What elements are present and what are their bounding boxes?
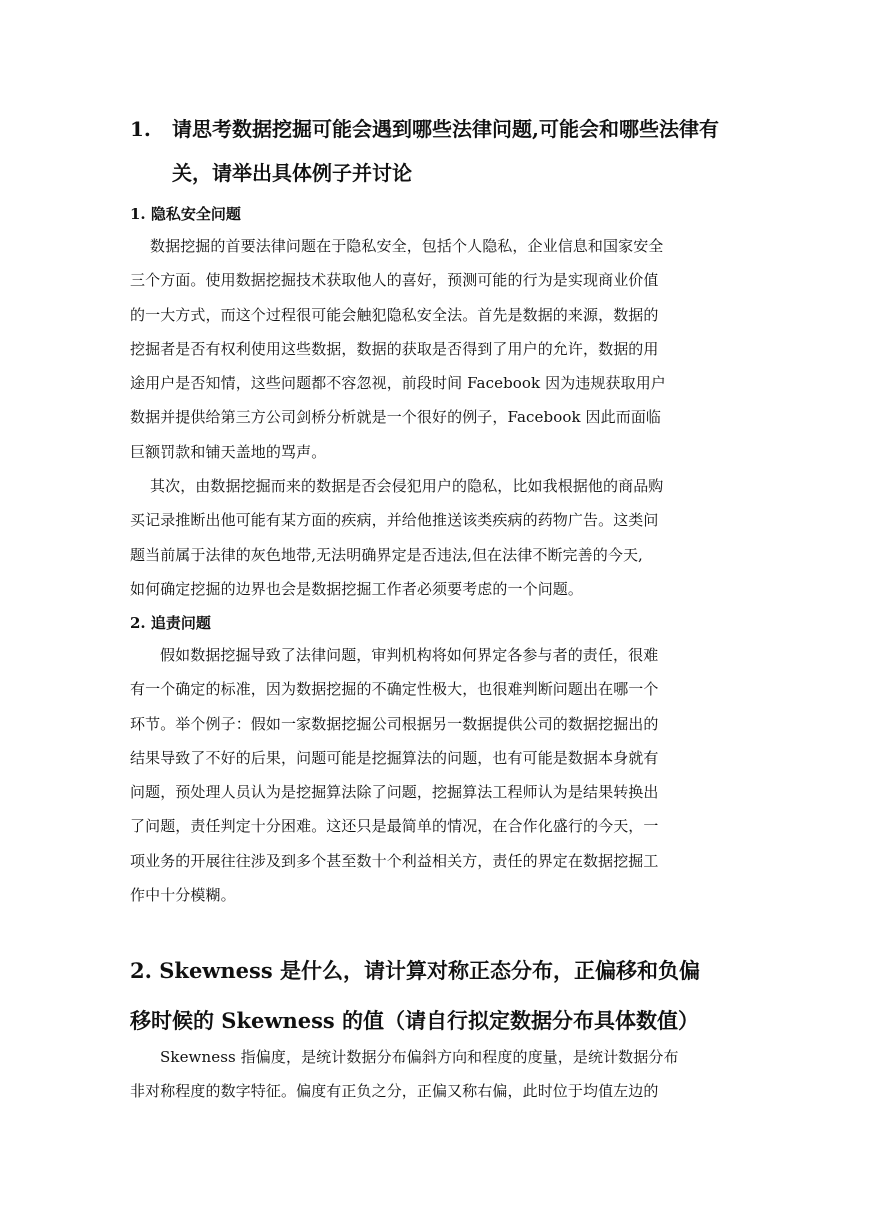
paragraph-line: 的一大方式，而这个过程很可能会触犯隐私安全法。首先是数据的来源，数据的 <box>130 305 659 324</box>
question-2-title-line-1: 2. Skewness 是什么，请计算对称正态分布，正偏移和负偏 <box>130 958 700 983</box>
paragraph-line: 三个方面。使用数据挖掘技术获取他人的喜好，预测可能的行为是实现商业价值 <box>130 271 659 290</box>
paragraph-line: 途用户是否知情，这些问题都不容忽视，前段时间 Facebook 因为违规获取用户 <box>130 374 666 393</box>
paragraph-line: 挖掘者是否有权利使用这些数据，数据的获取是否得到了用户的允许，数据的用 <box>130 339 659 358</box>
paragraph-line: 假如数据挖掘导致了法律问题，审判机构将如何界定各参与者的责任，很难 <box>160 646 659 664</box>
paragraph-line: 数据并提供给第三方公司剑桥分析就是一个很好的例子，Facebook 因此而面临 <box>130 408 662 427</box>
paragraph-line: 问题，预处理人员认为是挖掘算法除了问题，挖掘算法工程师认为是结果转换出 <box>130 783 659 802</box>
paragraph-line: Skewness 指偏度，是统计数据分布偏斜方向和程度的度量，是统计数据分布 <box>160 1048 679 1066</box>
paragraph-line: 买记录推断出他可能有某方面的疾病，并给他推送该类疾病的药物广告。这类问 <box>130 511 659 530</box>
question-1-title-line-2: 关，请举出具体例子并讨论 <box>172 161 412 185</box>
paragraph-line: 非对称程度的数字特征。偏度有正负之分，正偏又称右偏，此时位于均值左边的 <box>130 1082 659 1101</box>
section-liability-heading: 2. 追责问题 <box>130 614 211 632</box>
paragraph-line: 其次，由数据挖掘而来的数据是否会侵犯用户的隐私，比如我根据他的商品购 <box>150 477 664 495</box>
question-1-number: 1. <box>130 117 151 141</box>
paragraph-line: 作中十分模糊。 <box>130 886 236 905</box>
section-privacy-heading: 1. 隐私安全问题 <box>130 205 241 223</box>
paragraph-line: 如何确定挖掘的边界也会是数据挖掘工作者必须要考虑的一个问题。 <box>130 579 584 598</box>
paragraph-line: 环节。举个例子：假如一家数据挖掘公司根据另一数据提供公司的数据挖掘出的 <box>130 714 659 733</box>
question-2-paragraph-1 <box>130 1040 740 1109</box>
paragraph-line: 巨额罚款和铺天盖地的骂声。 <box>130 442 327 461</box>
paragraph-line: 结果导致了不好的后果，问题可能是挖掘算法的问题，也有可能是数据本身就有 <box>130 748 659 767</box>
paragraph-line: 数据挖掘的首要法律问题在于隐私安全，包括个人隐私，企业信息和国家安全 <box>150 237 664 255</box>
question-1-title-line-1: 请思考数据挖掘可能会遇到哪些法律问题,可能会和哪些法律有 <box>172 117 719 141</box>
paragraph-line: 有一个确定的标准，因为数据挖掘的不确定性极大，也很难判断问题出在哪一个 <box>130 680 659 699</box>
section-privacy-paragraph-2 <box>130 469 740 606</box>
section-liability-paragraph-1 <box>130 638 740 912</box>
question-2-title-line-2: 移时候的 Skewness 的值（请自行拟定数据分布具体数值） <box>130 1008 700 1033</box>
section-privacy-paragraph-1 <box>130 229 740 469</box>
paragraph-line: 项业务的开展往往涉及到多个甚至数十个利益相关方，责任的界定在数据挖掘工 <box>130 851 659 870</box>
paragraph-line: 了问题，责任判定十分困难。这还只是最简单的情况，在合作化盛行的今天，一 <box>130 817 659 836</box>
question-1-heading <box>130 107 742 195</box>
question-2-heading <box>130 946 742 1046</box>
paragraph-line: 题当前属于法律的灰色地带,无法明确界定是否违法,但在法律不断完善的今天, <box>130 545 643 564</box>
